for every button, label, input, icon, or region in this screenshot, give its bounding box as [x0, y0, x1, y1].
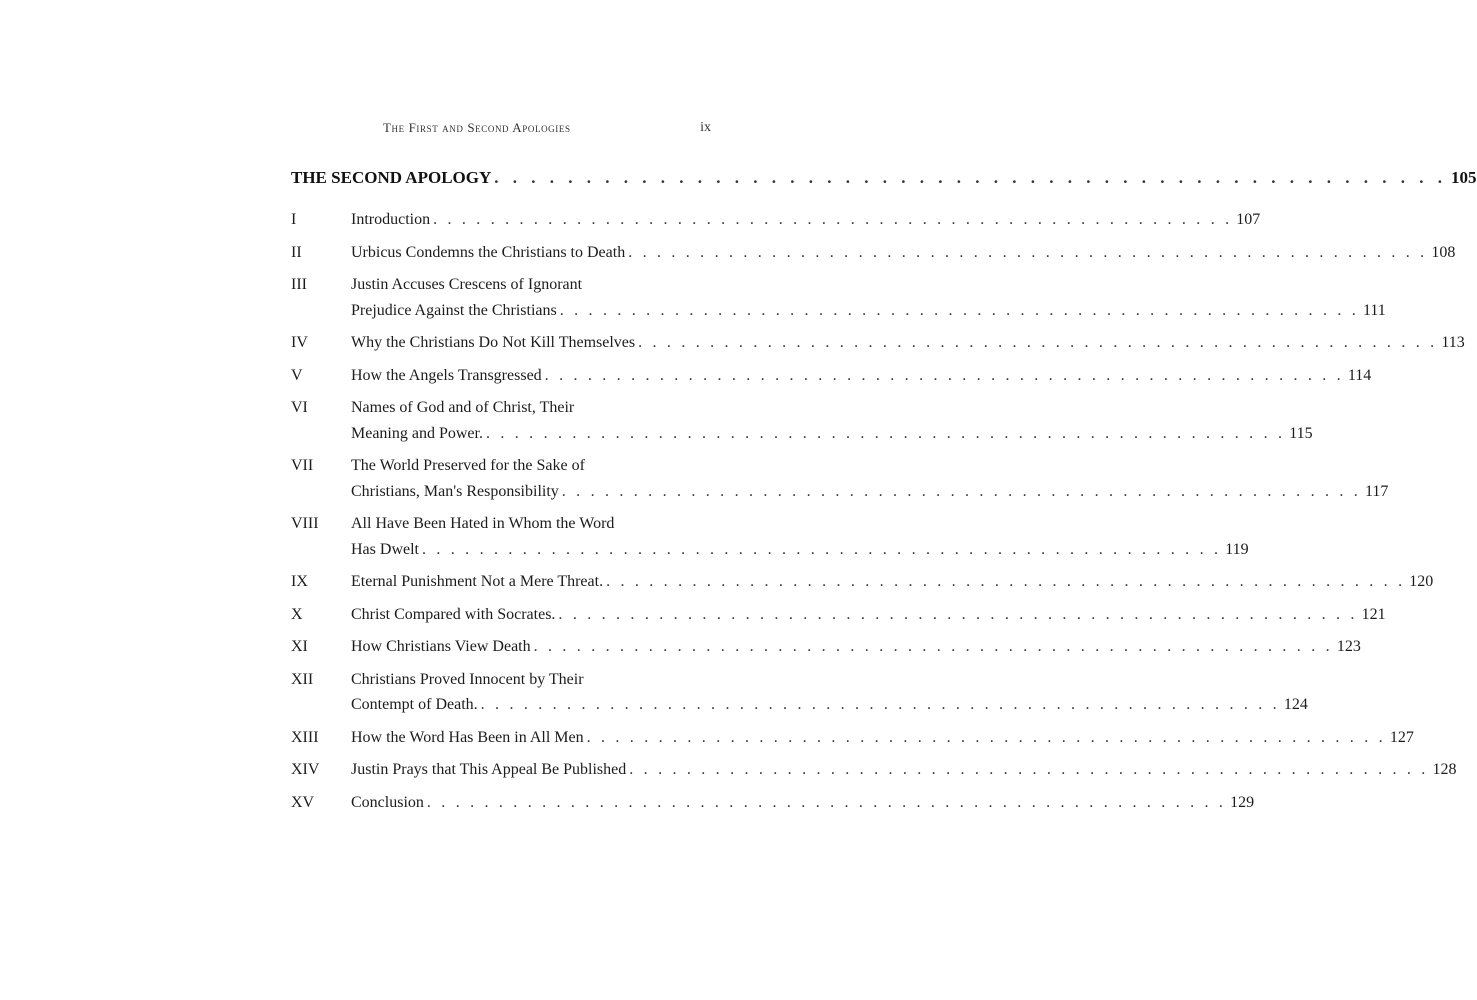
entry-numeral: IV — [291, 334, 308, 351]
entry-page-number: 127 — [1389, 728, 1414, 746]
dot-leader: . . . . . . . . . . . . . . . . . . . . . . . . . . . . . . . . . . . . . . . . . . . . . . . . . . . . . . . . — [426, 793, 1227, 811]
entry-title — [351, 511, 1249, 562]
toc-entry — [291, 667, 1308, 718]
dot-leader: . . . . . . . . . . . . . . . . . . . . . . . . . . . . . . . . . . . . . . . . . . . . . . . . . . . . . . . . — [628, 243, 1428, 261]
entry-title — [351, 363, 1372, 389]
entry-title-line: How Christians View Death — [351, 638, 531, 655]
entry-numeral: III — [291, 276, 307, 293]
toc-entry — [291, 757, 1457, 783]
entry-title-line: How the Angels Transgressed — [351, 366, 542, 384]
entry-title — [351, 330, 1465, 356]
entry-title-line: Eternal Punishment Not a Mere Threat. — [351, 573, 604, 590]
entry-page-number: 111 — [1362, 301, 1386, 319]
toc-entry — [291, 363, 1372, 389]
dot-leader: . . . . . . . . . . . . . . . . . . . . . . . . . . . . . . . . . . . . . . . . . . . . . . . . . . . . . . . . — [421, 540, 1222, 558]
entry-title — [351, 757, 1457, 783]
entry-title — [351, 667, 1308, 718]
entry-title — [351, 395, 1313, 446]
dot-leader: . . . . . . . . . . . . . . . . . . . . . . . . . . . . . . . . . . . . . . . . . . . . . . . . . . . . . . . . — [480, 696, 1280, 713]
entry-numeral: XIII — [291, 728, 319, 746]
dot-leader: . . . . . . . . . . . . . . . . . . . . . . . . . . . . . . . . . . . . . . . . . . . . . . . . . . . . . . . . — [638, 334, 1438, 351]
entry-title-line: How the Word Has Been in All Men — [351, 728, 584, 746]
entry-numeral: XII — [291, 670, 314, 688]
entry-title-line: The World Preserved for the Sake of — [351, 457, 585, 474]
entry-page-number: 123 — [1336, 638, 1361, 655]
toc-entry — [291, 725, 1414, 751]
toc-entry — [291, 395, 1313, 446]
entry-title-line: Justin Prays that This Appeal Be Published — [351, 761, 627, 778]
entry-title-line: Conclusion — [351, 793, 424, 811]
toc-entry — [291, 790, 1255, 816]
entry-numeral: V — [291, 366, 303, 384]
entry-numeral: II — [291, 243, 302, 261]
toc-entry — [291, 207, 1261, 233]
dot-leader: . . . . . . . . . . . . . . . . . . . . . . . . . . . . . . . . . . . . . . . . . . . . . . . . . . . . . . . . — [586, 728, 1386, 746]
entry-page-number: 115 — [1289, 424, 1313, 442]
entry-page-number: 108 — [1431, 243, 1456, 261]
toc-page — [291, 0, 1477, 1000]
entry-numeral: XI — [291, 638, 308, 655]
dot-leader: . . . . . . . . . . . . . . . . . . . . . . . . . . . . . . . . . . . . . . . . . . . . . . . . . . . . . . . . — [544, 366, 1344, 384]
entry-title-line: Christ Compared with Socrates. — [351, 605, 556, 623]
section-heading — [291, 168, 1477, 188]
entry-numeral: I — [291, 211, 297, 228]
entry-title-line: Names of God and of Christ, Their — [351, 399, 575, 416]
dot-leader: . . . . . . . . . . . . . . . . . . . . . . . . . . . . . . . . . . . . . . . . . . . . . . . . . . . . — [494, 168, 1448, 187]
toc-entry — [291, 602, 1386, 628]
entry-page-number: 120 — [1409, 573, 1434, 590]
entry-numeral: XV — [291, 793, 315, 811]
toc-entry — [291, 453, 1389, 504]
entry-title-line: Meaning and Power. — [351, 424, 483, 442]
toc-entry — [291, 511, 1249, 562]
entry-numeral: IX — [291, 573, 308, 590]
toc-entry — [291, 569, 1434, 595]
entry-page-number: 113 — [1441, 334, 1465, 351]
entry-page-number: 114 — [1347, 366, 1372, 384]
entry-title-line: Contempt of Death. — [351, 696, 478, 713]
entry-title-line: Justin Accuses Crescens of Ignorant — [351, 276, 583, 293]
entry-title — [351, 725, 1414, 751]
dot-leader: . . . . . . . . . . . . . . . . . . . . . . . . . . . . . . . . . . . . . . . . . . . . . . . . . . . . . . . . — [433, 211, 1233, 228]
dot-leader: . . . . . . . . . . . . . . . . . . . . . . . . . . . . . . . . . . . . . . . . . . . . . . . . . . . . . . . . — [606, 573, 1406, 590]
entry-numeral: XIV — [291, 761, 320, 778]
entry-title-line: Christians, Man's Responsibility — [351, 482, 559, 500]
entry-page-number: 128 — [1432, 761, 1457, 778]
entry-title-line: Prejudice Against the Christians — [351, 301, 557, 319]
section-page-number: 105 — [1451, 168, 1477, 187]
entry-numeral: X — [291, 605, 303, 623]
toc-entry — [291, 634, 1361, 660]
toc-entry — [291, 330, 1465, 356]
dot-leader: . . . . . . . . . . . . . . . . . . . . . . . . . . . . . . . . . . . . . . . . . . . . . . . . . . . . . . . . — [485, 424, 1286, 442]
section-title: THE SECOND APOLOGY — [291, 168, 492, 187]
toc-entries — [291, 207, 1465, 822]
dot-leader: . . . . . . . . . . . . . . . . . . . . . . . . . . . . . . . . . . . . . . . . . . . . . . . . . . . . . . . . — [533, 638, 1333, 655]
dot-leader: . . . . . . . . . . . . . . . . . . . . . . . . . . . . . . . . . . . . . . . . . . . . . . . . . . . . . . . . — [559, 301, 1359, 319]
running-title: The First and Second Apologies — [383, 120, 571, 135]
entry-title — [351, 272, 1386, 323]
dot-leader: . . . . . . . . . . . . . . . . . . . . . . . . . . . . . . . . . . . . . . . . . . . . . . . . . . . . . . . . — [558, 605, 1358, 623]
entry-page-number: 129 — [1230, 793, 1255, 811]
entry-title-line: Urbicus Condemns the Christians to Death — [351, 243, 626, 261]
entry-title — [351, 602, 1386, 628]
dot-leader: . . . . . . . . . . . . . . . . . . . . . . . . . . . . . . . . . . . . . . . . . . . . . . . . . . . . . . . . — [561, 482, 1361, 500]
entry-page-number: 121 — [1361, 605, 1386, 623]
entry-numeral: VIII — [291, 515, 319, 532]
entry-title-line: Why the Christians Do Not Kill Themselves — [351, 334, 636, 351]
entry-title — [351, 207, 1261, 233]
entry-page-number: 107 — [1236, 211, 1261, 228]
running-head — [291, 120, 711, 140]
toc-entry — [291, 272, 1386, 323]
entry-title-line: Introduction — [351, 211, 431, 228]
entry-title — [351, 569, 1434, 595]
entry-title — [351, 453, 1389, 504]
entry-page-number: 119 — [1225, 540, 1249, 558]
page-number: ix — [700, 120, 711, 135]
entry-title — [351, 240, 1456, 266]
dot-leader: . . . . . . . . . . . . . . . . . . . . . . . . . . . . . . . . . . . . . . . . . . . . . . . . . . . . . . . . — [629, 761, 1429, 778]
entry-title — [351, 790, 1255, 816]
entry-title-line: Christians Proved Innocent by Their — [351, 670, 584, 688]
entry-page-number: 124 — [1283, 696, 1308, 713]
entry-page-number: 117 — [1364, 482, 1389, 500]
entry-numeral: VI — [291, 399, 308, 416]
entry-numeral: VII — [291, 457, 314, 474]
toc-entry — [291, 240, 1456, 266]
entry-title — [351, 634, 1361, 660]
entry-title-line: All Have Been Hated in Whom the Word — [351, 515, 615, 532]
entry-title-line: Has Dwelt — [351, 540, 419, 558]
